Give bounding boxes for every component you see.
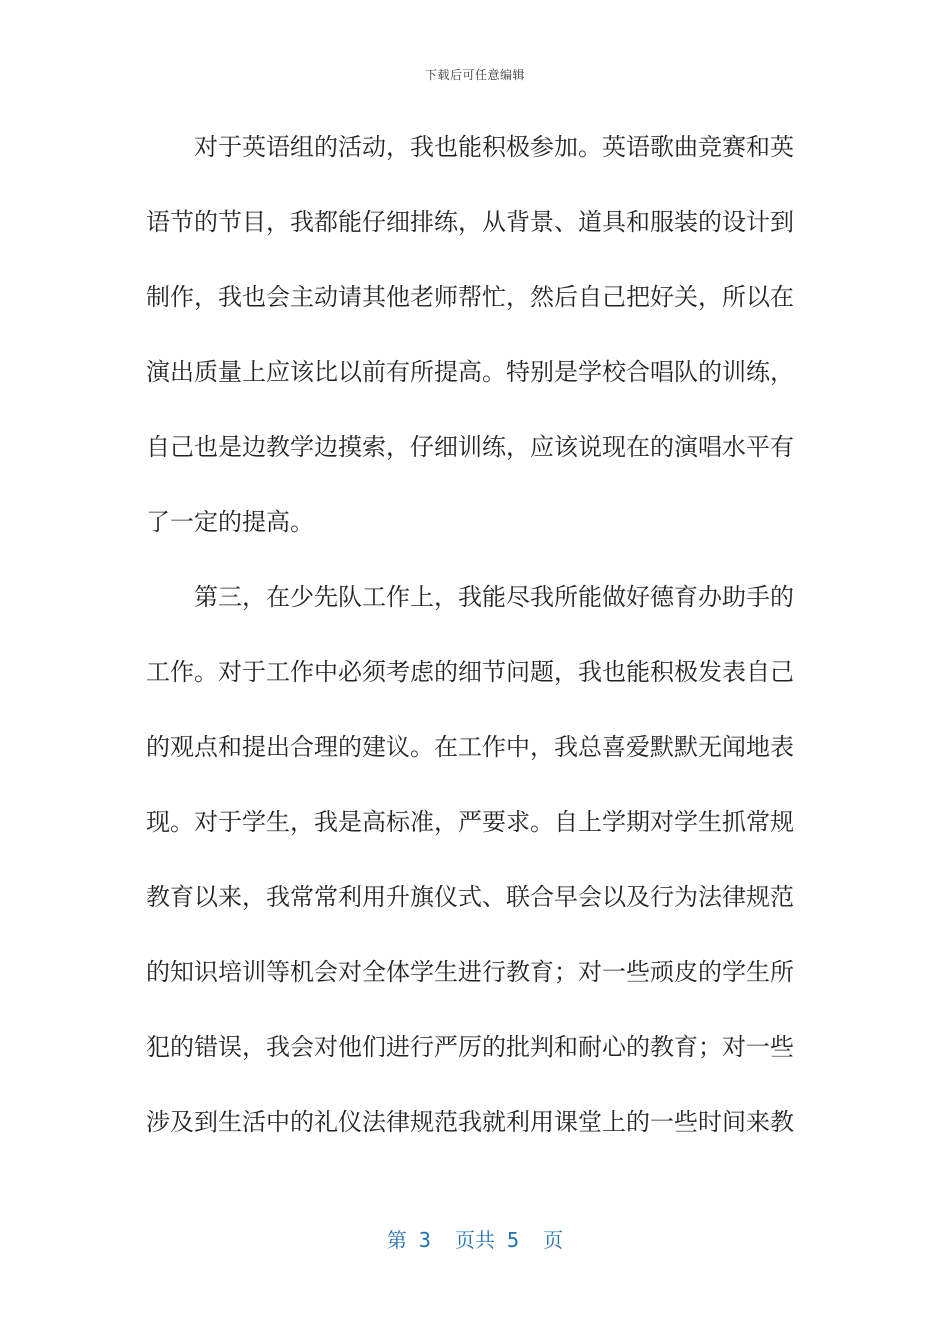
document-body: [146, 118, 794, 1168]
text-line: 自己也是边教学边摸索，仔细训练，应该说现在的演唱水平有: [146, 433, 794, 461]
text-line: 的观点和提出合理的建议。在工作中，我总喜爱默默无闻地表: [146, 733, 794, 761]
download-note: 下载后可任意编辑: [424, 68, 525, 82]
text-line: 现。对于学生，我是高标准，严要求。自上学期对学生抓常规: [146, 808, 794, 836]
text-line: 了一定的提高。: [146, 508, 314, 536]
text-line: 第三，在少先队工作上，我能尽我所能做好德育办助手的: [194, 583, 794, 611]
text-line: 工作。对于工作中必须考虑的细节问题，我也能积极发表自己: [146, 658, 794, 686]
text-line: 的知识培训等机会对全体学生进行教育；对一些顽皮的学生所: [146, 958, 794, 986]
text-line: 涉及到生活中的礼仪法律规范我就利用课堂上的一些时间来教: [146, 1108, 794, 1136]
text-line: 演出质量上应该比以前有所提高。特别是学校合唱队的训练，: [146, 358, 794, 386]
page-number: 第 3 页共 5 页: [386, 1228, 564, 1252]
text-line: 教育以来，我常常利用升旗仪式、联合早会以及行为法律规范: [146, 883, 794, 911]
text-line: 犯的错误，我会对他们进行严厉的批判和耐心的教育；对一些: [146, 1033, 794, 1061]
text-line: 语节的节目，我都能仔细排练，从背景、道具和服装的设计到: [146, 208, 794, 236]
paragraph-2: [146, 568, 794, 1168]
paragraph-1: [146, 118, 794, 568]
text-line: 制作，我也会主动请其他老师帮忙，然后自己把好关，所以在: [146, 283, 794, 311]
text-line: 对于英语组的活动，我也能积极参加。英语歌曲竞赛和英: [194, 133, 794, 161]
